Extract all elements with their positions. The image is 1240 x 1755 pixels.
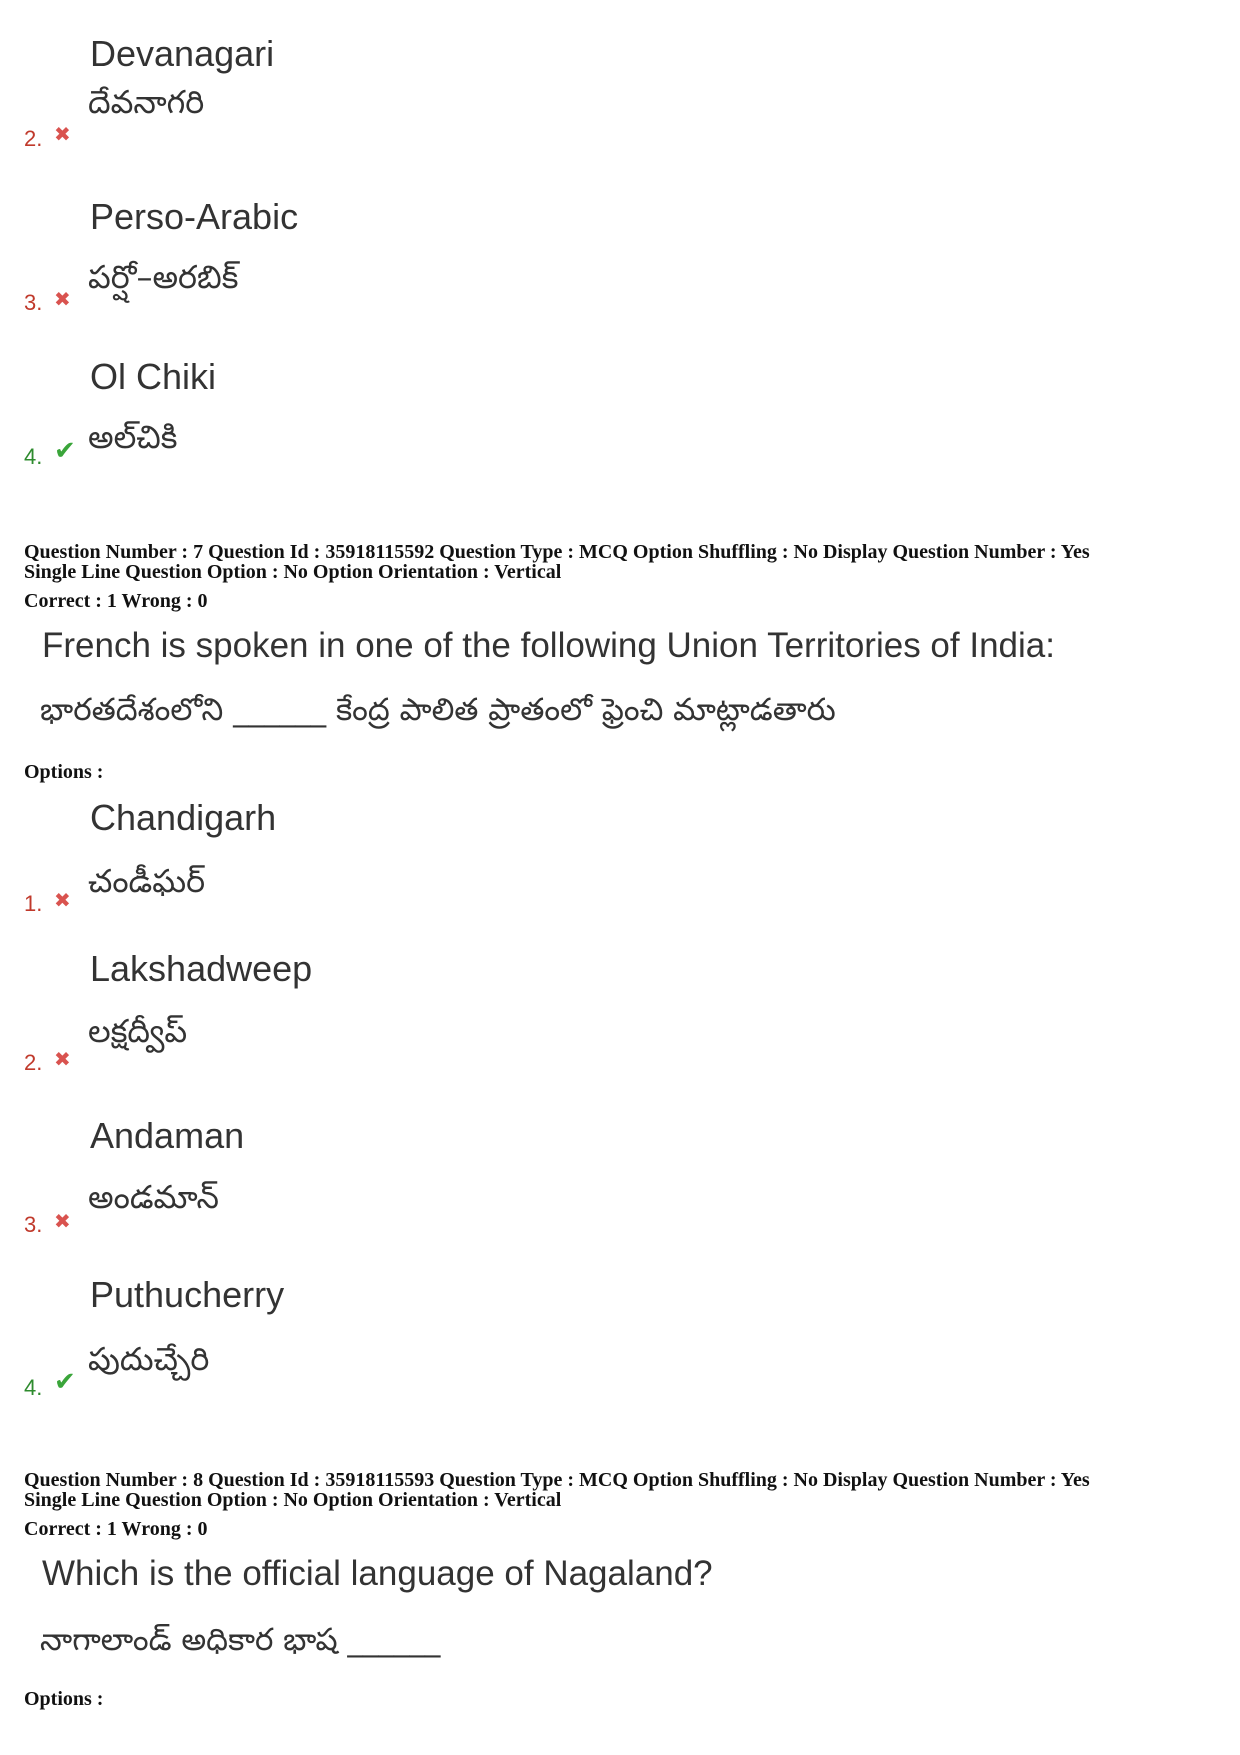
option-text-te: చండీఘర్ xyxy=(88,862,206,900)
question-text-te: భారతదేశంలోని ______ కేంద్ర పాలిత ప్రాతంలో ఫ్రెంచి మాట్లాడతారు xyxy=(40,692,836,728)
option-number: 4. xyxy=(24,1375,43,1400)
options-label: Options : xyxy=(24,761,104,783)
options-label: Options : xyxy=(24,1688,104,1710)
question-score: Correct : 1 Wrong : 0 xyxy=(24,590,208,612)
option-number: 3. xyxy=(24,290,43,315)
option-text-en: Andaman xyxy=(90,1115,245,1156)
question-score: Correct : 1 Wrong : 0 xyxy=(24,1518,208,1540)
option-text-en: Lakshadweep xyxy=(90,948,313,989)
question-meta-line2: Single Line Question Option : No Option Orientation : Vertical xyxy=(24,1489,562,1511)
cross-icon: ✖ xyxy=(54,888,71,912)
option-text-te: అల్‌చికి xyxy=(88,418,178,456)
question-text-te: నాగాలాండ్ అధికార భాష ______ xyxy=(40,1622,441,1658)
cross-icon: ✖ xyxy=(54,1209,71,1233)
option-number: 2. xyxy=(24,1050,43,1075)
check-icon: ✔ xyxy=(54,436,76,466)
option-text-en: Ol Chiki xyxy=(90,356,217,397)
question-meta-line2: Single Line Question Option : No Option Orientation : Vertical xyxy=(24,561,562,583)
option-text-en: Chandigarh xyxy=(90,797,277,838)
cross-icon: ✖ xyxy=(54,122,71,146)
question-meta-line1: Question Number : 8 Question Id : 35918115593 Question Type : MCQ Option Shuffling : No Display Question Number : Yes xyxy=(24,1469,1090,1491)
option-text-en: Puthucherry xyxy=(90,1274,285,1315)
option-text-te: దేవనాగరి xyxy=(88,83,205,121)
question-meta-line1: Question Number : 7 Question Id : 35918115592 Question Type : MCQ Option Shuffling : No Display Question Number : Yes xyxy=(24,541,1090,563)
option-text-te: పుదుచ్చేరి xyxy=(88,1340,210,1378)
option-number: 3. xyxy=(24,1212,43,1237)
check-icon: ✔ xyxy=(54,1367,76,1397)
option-number: 2. xyxy=(24,126,43,151)
option-text-te: లక్షద్వీప్ xyxy=(88,1012,188,1050)
option-text-en: Devanagari xyxy=(90,33,275,74)
option-text-te: పర్షో–అరబిక్ xyxy=(88,258,239,296)
question-text-en: Which is the official language of Nagaland? xyxy=(42,1554,713,1593)
option-text-te: అండమాన్ xyxy=(88,1178,219,1216)
option-text-en: Perso-Arabic xyxy=(90,196,299,237)
option-number: 1. xyxy=(24,891,43,916)
question-text-en: French is spoken in one of the following Union Territories of India: xyxy=(42,626,1055,665)
cross-icon: ✖ xyxy=(54,287,71,311)
option-number: 4. xyxy=(24,444,43,469)
cross-icon: ✖ xyxy=(54,1047,71,1071)
